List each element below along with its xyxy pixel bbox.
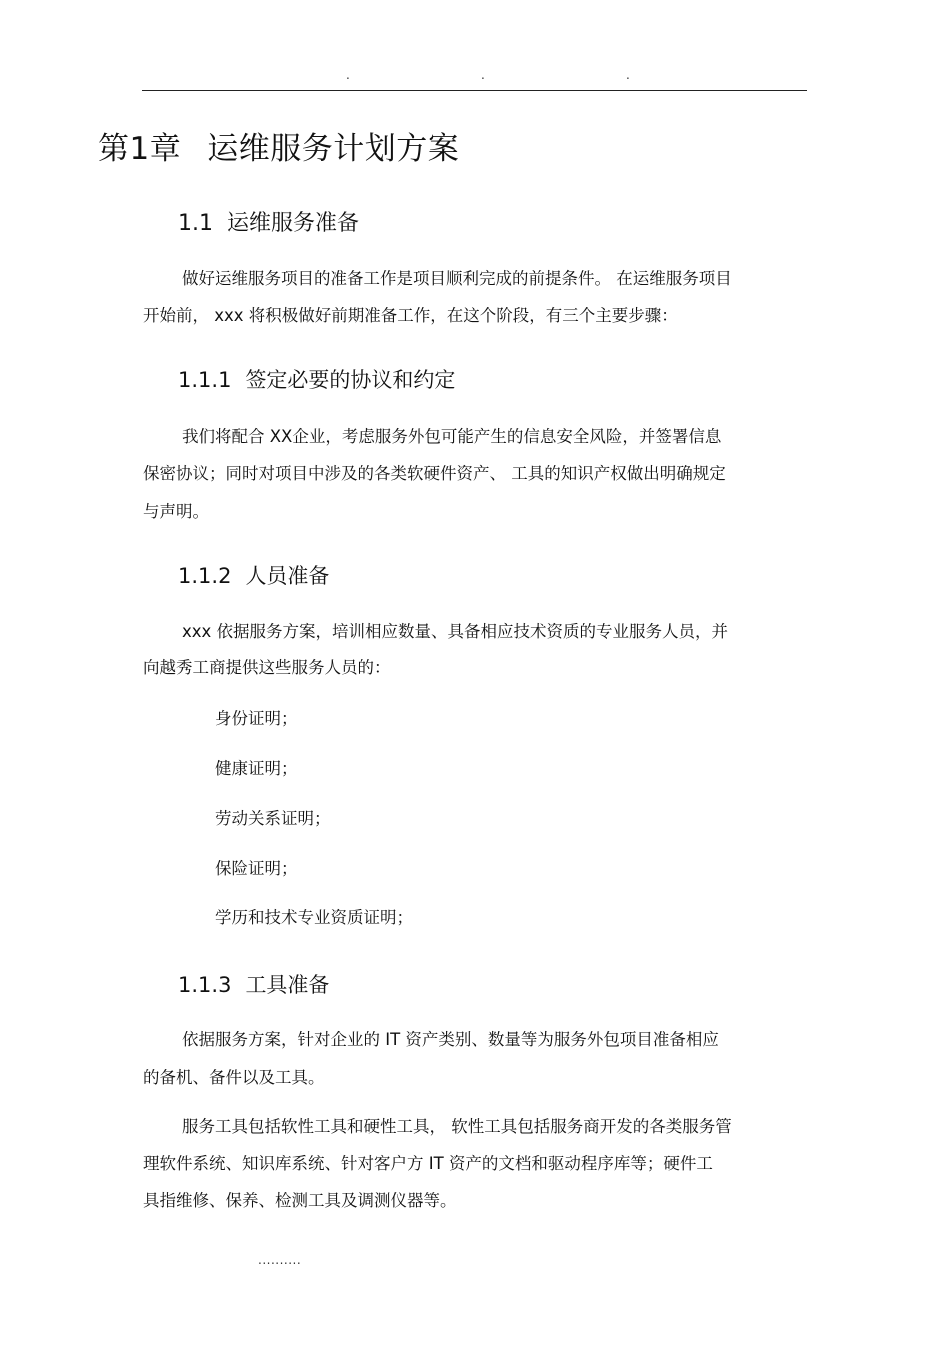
paragraph-line: 开始前， xxx 将积极做好前期准备工作，在这个阶段，有三个主要步骤： [143, 306, 678, 325]
paragraph-line: xxx 依据服务方案，培训相应数量、具备相应技术资质的专业服务人员，并 [182, 622, 729, 641]
header-rule [142, 90, 807, 91]
paragraph-line: 依据服务方案，针对企业的 IT 资产类别、数量等为服务外包项目准备相应 [182, 1030, 719, 1049]
chapter-title: 运维服务计划方案 [207, 131, 460, 167]
footer-dots: .......... [258, 1253, 302, 1267]
header-dot: . [626, 68, 630, 82]
subsection-number: 1.1.2 [178, 564, 232, 588]
paragraph-line: 具指维修、保养、检测工具及调测仪器等。 [143, 1191, 457, 1210]
subsection-title: 人员准备 [245, 564, 330, 588]
list-item: 保险证明； [215, 859, 298, 878]
header-dot: . [346, 68, 350, 82]
header-dot: . [481, 68, 485, 82]
subsection-title: 工具准备 [245, 973, 330, 997]
subsection-heading [178, 365, 455, 395]
subsection-number: 1.1.3 [178, 973, 232, 997]
chapter-heading [98, 128, 459, 170]
list-item: 劳动关系证明； [215, 809, 331, 828]
subsection-number: 1.1.1 [178, 368, 232, 392]
paragraph-line: 向越秀工商提供这些服务人员的： [143, 658, 391, 677]
paragraph-line: 做好运维服务项目的准备工作是项目顺利完成的前提条件。 在运维服务项目 [182, 269, 732, 288]
subsection-heading [178, 561, 329, 591]
chapter-number: 第1章 [98, 131, 182, 167]
list-item: 健康证明； [215, 759, 298, 778]
paragraph-line: 我们将配合 XX企业，考虑服务外包可能产生的信息安全风险，并签署信息 [182, 427, 722, 446]
subsection-title: 签定必要的协议和约定 [245, 368, 456, 392]
list-item: 学历和技术专业资质证明； [215, 908, 413, 927]
section-number: 1.1 [178, 211, 213, 236]
subsection-heading [178, 970, 329, 1000]
paragraph-line: 与声明。 [143, 502, 209, 521]
section-title: 运维服务准备 [227, 211, 360, 236]
paragraph-line: 的备机、备件以及工具。 [143, 1068, 325, 1087]
section-heading [178, 209, 359, 239]
list-item: 身份证明； [215, 709, 298, 728]
paragraph-line: 服务工具包括软性工具和硬性工具， 软性工具包括服务商开发的各类服务管 [182, 1117, 732, 1136]
paragraph-line: 理软件系统、知识库系统、针对客户方 IT 资产的文档和驱动程序库等；硬件工 [143, 1154, 713, 1173]
paragraph-line: 保密协议；同时对项目中涉及的各类软硬件资产、 工具的知识产权做出明确规定 [143, 464, 726, 483]
